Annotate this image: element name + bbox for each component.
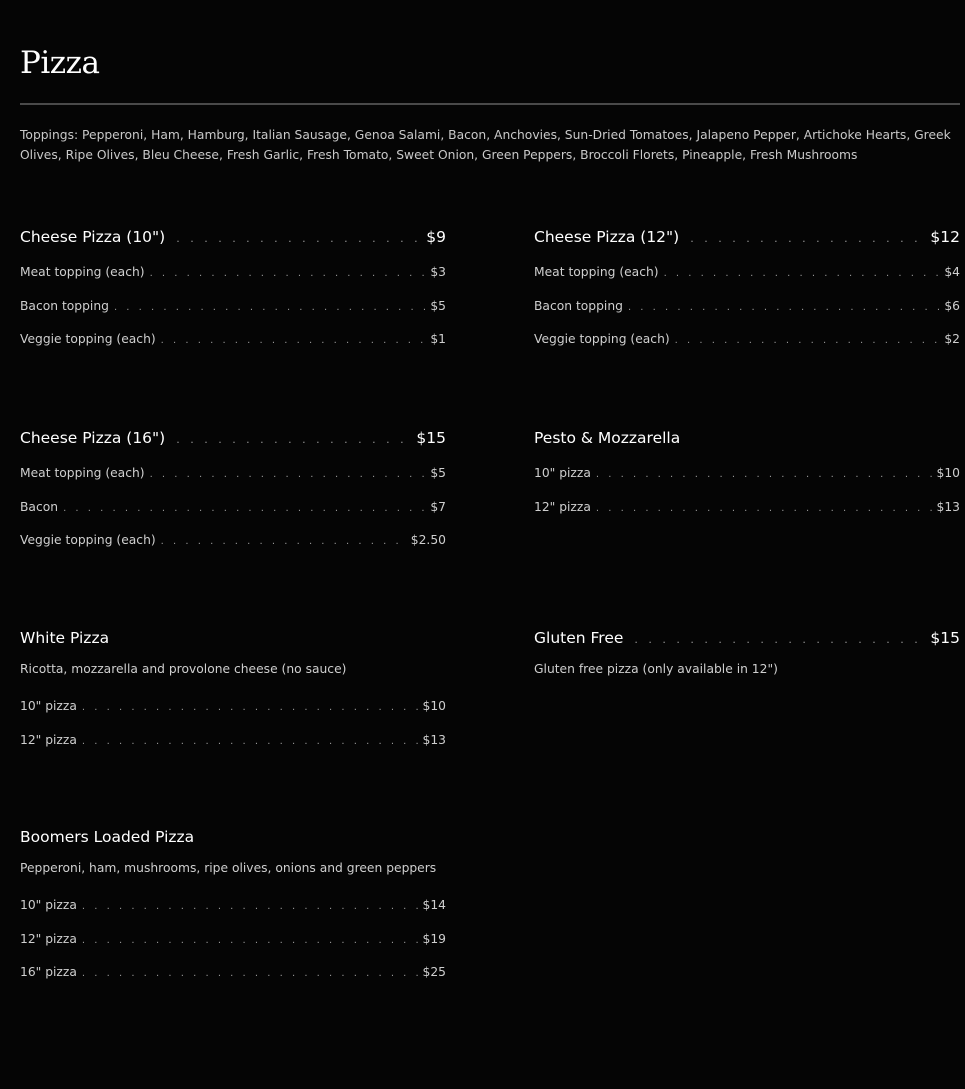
item-price: $10	[936, 466, 960, 480]
section-heading	[20, 225, 446, 249]
section-heading	[20, 825, 446, 849]
menu-item	[20, 463, 446, 483]
menu-item	[20, 329, 446, 349]
dot-leader	[82, 897, 418, 917]
item-price: $4	[944, 265, 960, 279]
dot-leader	[690, 227, 925, 251]
section-name: Pesto & Mozzarella	[534, 429, 681, 447]
section-pesto-mozzarella	[534, 426, 960, 517]
item-price: $13	[936, 499, 960, 514]
section-name: Cheese Pizza (12")	[534, 228, 680, 246]
item-price: $19	[422, 931, 446, 946]
menu-item	[20, 962, 446, 982]
menu-item	[534, 262, 960, 282]
item-name: Veggie topping (each)	[20, 332, 156, 346]
section-cheese-pizza-12	[534, 225, 960, 349]
dot-leader	[664, 264, 940, 284]
section-name: Cheese Pizza (16")	[20, 429, 166, 447]
item-price: $2	[944, 332, 960, 346]
item-name: 10" pizza	[534, 466, 591, 480]
menu-item	[20, 296, 446, 316]
section-price: $9	[426, 228, 446, 246]
item-price: $10	[422, 699, 446, 713]
section-name: Boomers Loaded Pizza	[20, 828, 195, 846]
dot-leader	[161, 532, 406, 552]
dot-leader	[82, 732, 418, 752]
item-name: 10" pizza	[20, 699, 77, 713]
dot-leader	[634, 628, 925, 652]
section-gluten-free	[534, 626, 960, 679]
section-price: $15	[930, 629, 960, 647]
menu-item	[20, 730, 446, 750]
dot-leader	[176, 227, 421, 251]
section-heading	[534, 626, 960, 650]
item-name: 12" pizza	[534, 499, 591, 514]
item-name: 12" pizza	[20, 732, 77, 747]
item-price: $6	[944, 298, 960, 313]
section-heading	[20, 626, 446, 650]
menu-item	[20, 530, 446, 550]
section-boomers-loaded-pizza	[20, 825, 446, 982]
item-price: $2.50	[410, 533, 446, 547]
item-price: $5	[430, 298, 446, 313]
menu-item	[20, 929, 446, 949]
menu-item	[20, 696, 446, 716]
dot-leader	[114, 298, 425, 318]
item-name: Meat topping (each)	[20, 466, 145, 480]
dot-leader	[150, 465, 426, 485]
dot-leader	[176, 428, 411, 452]
menu-item	[20, 262, 446, 282]
section-heading	[534, 225, 960, 249]
section-description: Gluten free pizza (only available in 12")	[534, 662, 778, 676]
menu-item	[534, 296, 960, 316]
item-price: $25	[422, 965, 446, 979]
item-name: 16" pizza	[20, 965, 77, 979]
section-heading	[20, 426, 446, 450]
item-price: $3	[430, 265, 446, 279]
dot-leader	[63, 499, 425, 519]
dot-leader	[82, 931, 418, 951]
item-price: $1	[430, 332, 446, 346]
item-name: Bacon	[20, 499, 59, 514]
section-white-pizza	[20, 626, 446, 750]
menu-item	[534, 463, 960, 483]
section-name: Gluten Free	[534, 629, 624, 647]
item-name: Veggie topping (each)	[534, 332, 670, 346]
dot-leader	[161, 331, 426, 351]
dot-leader	[596, 465, 932, 485]
menu-item	[20, 497, 446, 517]
section-name: Cheese Pizza (10")	[20, 228, 166, 246]
dot-leader	[150, 264, 426, 284]
menu-item	[534, 497, 960, 517]
dot-leader	[675, 331, 940, 351]
dot-leader	[596, 499, 932, 519]
section-heading	[534, 426, 960, 450]
section-description: Pepperoni, ham, mushrooms, ripe olives, onions and green peppers	[20, 861, 437, 875]
section-cheese-pizza-10	[20, 225, 446, 349]
item-price: $14	[422, 898, 446, 912]
item-name: Bacon topping	[534, 298, 623, 313]
item-price: $13	[422, 732, 446, 747]
item-price: $5	[430, 466, 446, 480]
menu-item	[20, 895, 446, 915]
dot-leader	[628, 298, 939, 318]
page-title: Pizza	[20, 45, 100, 81]
item-name: 12" pizza	[20, 931, 77, 946]
item-name: Veggie topping (each)	[20, 533, 156, 547]
toppings-list: Toppings: Pepperoni, Ham, Hamburg, Italian Sausage, Genoa Salami, Bacon, Anchovies, Sun-Dried Tomatoes, Jalapeno Pepper, Artichoke Hearts, Greek Olives, Ripe Olives, Bleu Cheese, Fresh Garlic, Fresh Tomato, Sweet Onion, Green Peppers, Broccoli Florets, Pineapple, Fresh Mushrooms	[20, 128, 951, 162]
section-price: $15	[416, 429, 446, 447]
title-divider	[20, 103, 960, 105]
section-name: White Pizza	[20, 629, 110, 647]
item-name: Meat topping (each)	[534, 265, 659, 279]
dot-leader	[82, 698, 418, 718]
item-price: $7	[430, 499, 446, 514]
item-name: Meat topping (each)	[20, 265, 145, 279]
section-cheese-pizza-16	[20, 426, 446, 550]
dot-leader	[82, 964, 418, 984]
section-price: $12	[930, 228, 960, 246]
item-name: 10" pizza	[20, 898, 77, 912]
section-description: Ricotta, mozzarella and provolone cheese (no sauce)	[20, 662, 347, 676]
menu-item	[534, 329, 960, 349]
item-name: Bacon topping	[20, 298, 109, 313]
